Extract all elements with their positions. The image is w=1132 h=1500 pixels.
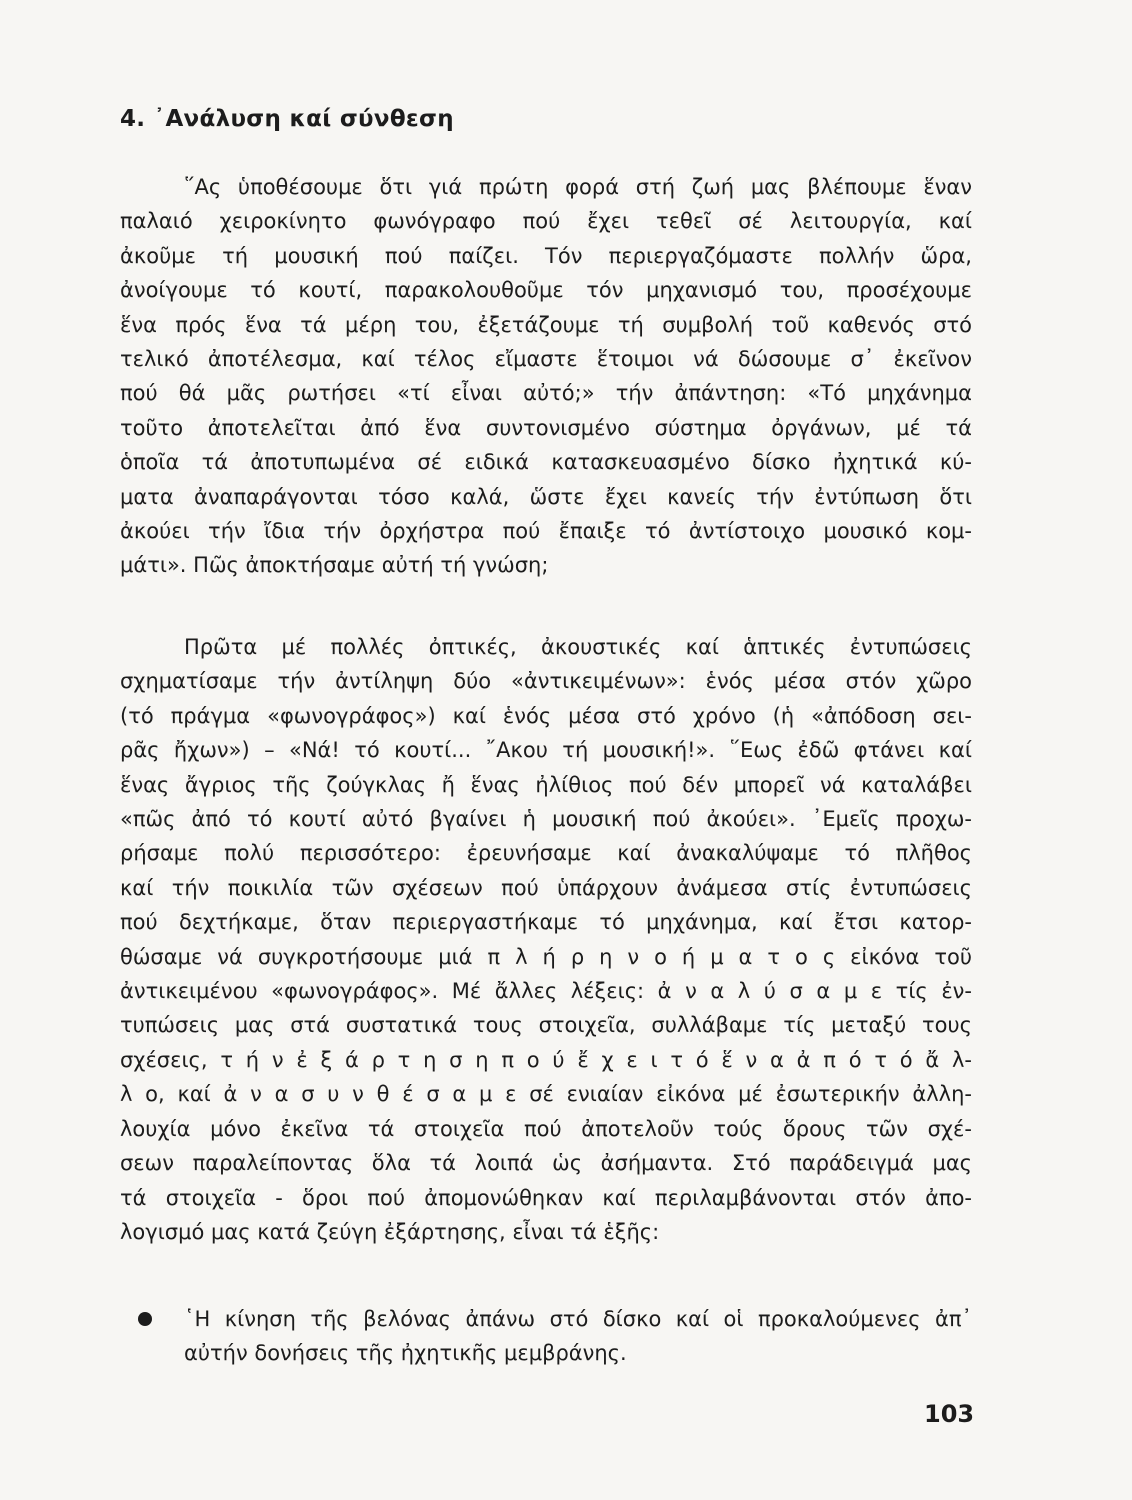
text-line: Πρῶτα μέ πολλές ὀπτικές, ἀκουστικές καί ἁπτικές ἐντυπώσεις: [184, 635, 972, 659]
section-heading: [120, 106, 454, 132]
text-line: λ ο, καί ἀ ν α σ υ ν θ έ σ α μ ε σέ ενιαίαν εἰκόνα μέ ἐσωτερικήν ἀλλη-: [120, 1082, 972, 1107]
paragraph-1: [120, 170, 972, 583]
text-line: τυπώσεις μας στά συστατικά τους στοιχεῖα, συλλάβαμε τίς μεταξύ τους: [120, 1013, 972, 1038]
text-line: ἕνα πρός ἕνα τά μέρη του, ἐξετάζουμε τή συμβολή τοῦ καθενός στό: [120, 312, 972, 337]
text-line: σχηματίσαμε τήν ἀντίληψη δύο «ἀντικειμένων»: ἑνός μέσα στόν χῶρο: [120, 669, 972, 694]
text-line: ἕνας ἄγριος τῆς ζούγκλας ἤ ἕνας ἠλίθιος πού δέν μπορεῖ νά καταλάβει: [120, 772, 972, 797]
section-title: ᾿Ανάλυση καί σύνθεση: [153, 106, 454, 132]
text-line: (τό πράγμα «φωνογράφος») καί ἑνός μέσα στό χρόνο (ἡ «ἀπόδοση σει-: [120, 703, 972, 728]
text-line: πού θά μᾶς ρωτήσει «τί εἶναι αὐτό;» τήν ἀπάντηση: «Τό μηχάνημα: [120, 381, 972, 406]
text-line: μάτι». Πῶς ἀποκτήσαμε αὐτή τή γνώση;: [120, 553, 549, 578]
text-line: ἀκούει τήν ἴδια τήν ὀρχήστρα πού ἔπαιξε τό ἀντίστοιχο μουσικό κομ-: [120, 519, 972, 544]
text-line: αὐτήν δονήσεις τῆς ἠχητικῆς μεμβράνης.: [184, 1341, 627, 1366]
text-line: ῞Ας ὑποθέσουμε ὅτι γιά πρώτη φορά στή ζωή μας βλέπουμε ἕναν: [184, 175, 972, 199]
paragraph-2: [120, 630, 972, 1249]
section-number: 4.: [120, 106, 146, 132]
text-line: λογισμό μας κατά ζεύγη ἐξάρτησης, εἶναι τά ἑξῆς:: [120, 1219, 660, 1244]
text-line: ἀντικειμένου «φωνογράφος». Μέ ἄλλες λέξεις: ἀ ν α λ ύ σ α μ ε τίς ἐν-: [120, 979, 972, 1004]
text-line: ματα ἀναπαράγονται τόσο καλά, ὥστε ἔχει κανείς τήν ἐντύπωση ὅτι: [120, 484, 972, 509]
text-line: λουχία μόνο ἐκεῖνα τά στοιχεῖα πού ἀποτελοῦν τούς ὅρους τῶν σχέ-: [120, 1116, 972, 1141]
bullet-dot-icon: [138, 1312, 152, 1326]
text-line: ὁποῖα τά ἀποτυπωμένα σέ ειδικά κατασκευασμένο δίσκο ἠχητικά κύ-: [120, 450, 972, 475]
text-line: ἀκοῦμε τή μουσική πού παίζει. Τόν περιεργαζόμαστε πολλήν ὥρα,: [120, 243, 972, 268]
text-line: πού δεχτήκαμε, ὅταν περιεργαστήκαμε τό μηχάνημα, καί ἔτσι κατορ-: [120, 910, 972, 935]
bullet-item: [120, 1302, 972, 1371]
text-line: ἀνοίγουμε τό κουτί, παρακολουθοῦμε τόν μηχανισμό του, προσέχουμε: [120, 278, 972, 303]
text-line: τοῦτο ἀποτελεῖται ἀπό ἕνα συντονισμένο σύστημα ὀργάνων, μέ τά: [120, 415, 972, 440]
page-number: 103: [924, 1400, 975, 1428]
text-line: ρήσαμε πολύ περισσότερο: ἐρευνήσαμε καί ἀνακαλύψαμε τό πλῆθος: [120, 841, 972, 866]
text-line: τά στοιχεῖα - ὅροι πού ἀπομονώθηκαν καί περιλαμβάνονται στόν ἀπο-: [120, 1185, 972, 1210]
text-line: θώσαμε νά συγκροτήσουμε μιά π λ ή ρ η ν ο ή μ α τ ο ς εἰκόνα τοῦ: [120, 944, 972, 969]
text-line: σεων παραλείποντας ὅλα τά λοιπά ὡς ἀσήμαντα. Στό παράδειγμά μας: [120, 1151, 972, 1176]
text-line: τελικό ἀποτέλεσμα, καί τέλος εἴμαστε ἕτοιμοι νά δώσουμε σ᾿ ἐκεῖνον: [120, 347, 972, 372]
text-line: σχέσεις, τ ή ν ἐ ξ ά ρ τ η σ η π ο ύ ἔ χ ε ι τ ό ἕ ν α ἀ π ό τ ό ἄ λ-: [120, 1047, 972, 1072]
text-line: ῾Η κίνηση τῆς βελόνας ἀπάνω στό δίσκο καί οἱ προκαλούμενες ἀπ᾿: [184, 1307, 972, 1331]
text-line: ρᾶς ἤχων») – «Νά! τό κουτί... ῎Ακου τή μουσική!». ῞Εως ἐδῶ φτάνει καί: [120, 738, 972, 763]
text-line: «πῶς ἀπό τό κουτί αὐτό βγαίνει ἡ μουσική πού ἀκούει». ᾿Εμεῖς προχω-: [120, 807, 972, 832]
text-line: καί τήν ποικιλία τῶν σχέσεων πού ὑπάρχουν ἀνάμεσα στίς ἐντυπώσεις: [120, 875, 972, 900]
text-line: παλαιό χειροκίνητο φωνόγραφο πού ἔχει τεθεῖ σέ λειτουργία, καί: [120, 209, 972, 234]
